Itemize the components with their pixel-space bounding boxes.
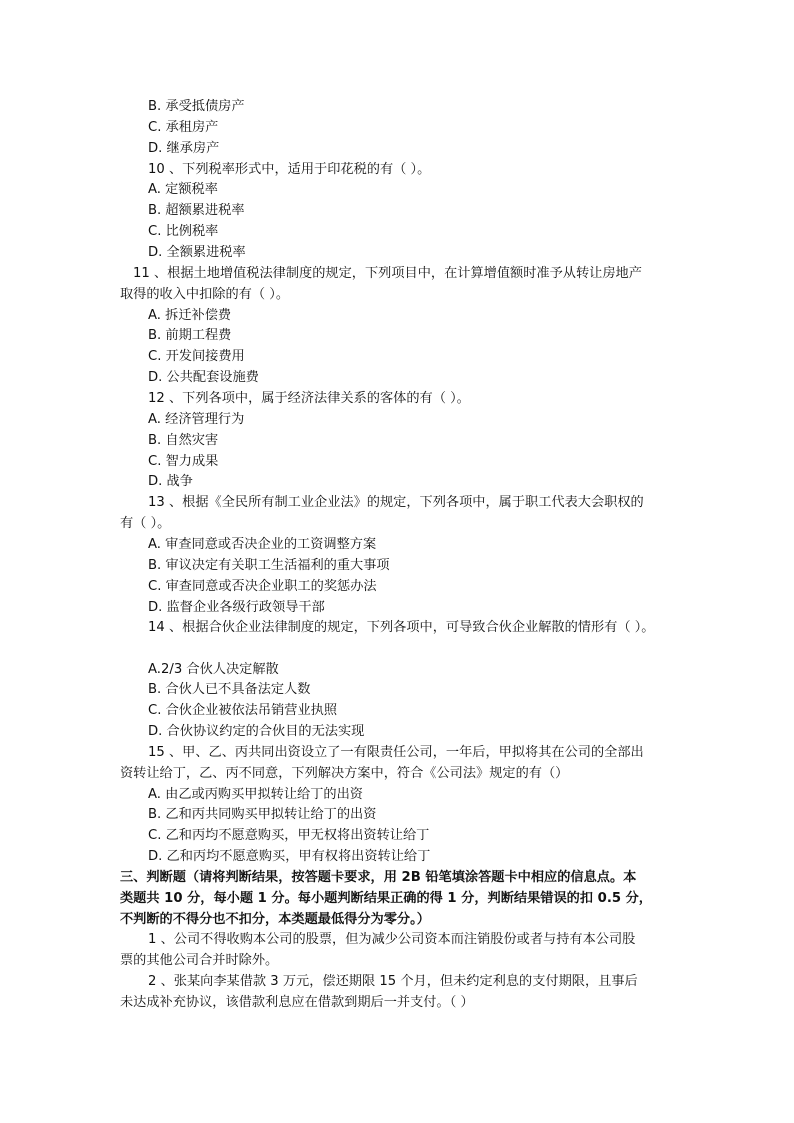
judgment-question-2-continued: 未达成补充协议，该借款利息应在借款到期后一并支付。（ ） — [120, 995, 474, 1010]
q14-option-a: A.2/3 合伙人决定解散 — [148, 662, 279, 677]
q15-option-b: B. 乙和丙共同购买甲拟转让给丁的出资 — [148, 807, 377, 822]
q9-option-d: D. 继承房产 — [148, 141, 220, 156]
q14-option-d: D. 合伙协议约定的合伙目的无法实现 — [148, 724, 365, 739]
q13-option-c: C. 审查同意或否决企业职工的奖惩办法 — [148, 579, 377, 594]
q13-option-b: B. 审议决定有关职工生活福利的重大事项 — [148, 558, 390, 573]
question-14: 14 、根据合伙企业法律制度的规定，下列各项中，可导致合伙企业解散的情形有（ ）。 — [148, 620, 655, 635]
q14-option-c: C. 合伙企业被依法吊销营业执照 — [148, 703, 338, 718]
section-3-instructions-line-2: 类题共 10 分，每小题 1 分。每小题判断结果正确的得 1 分，判断结果错误的扣 0.5 分， — [120, 891, 652, 906]
q15-option-a: A. 由乙或丙购买甲拟转让给丁的出资 — [148, 787, 363, 802]
section-3-heading: 三、判断题（请将判断结果，按答题卡要求，用 2B 铅笔填涂答题卡中相应的信息点。本 — [120, 870, 637, 885]
judgment-question-2: 2 、张某向李某借款 3 万元，偿还期限 15 个月，但未约定利息的支付期限，且事后 — [148, 974, 638, 989]
question-12: 12 、下列各项中，属于经济法律关系的客体的有（ ）。 — [148, 391, 470, 406]
q10-option-b: B. 超额累进税率 — [148, 203, 245, 218]
q15-option-d: D. 乙和丙均不愿意购买，甲有权将出资转让给丁 — [148, 849, 431, 864]
q12-option-c: C. 智力成果 — [148, 454, 219, 469]
q11-option-d: D. 公共配套设施费 — [148, 370, 259, 385]
q10-option-c: C. 比例税率 — [148, 224, 219, 239]
q12-option-d: D. 战争 — [148, 474, 193, 489]
question-13-continued: 有（ ）。 — [120, 516, 171, 531]
q12-option-a: A. 经济管理行为 — [148, 412, 245, 427]
question-10: 10 、下列税率形式中，适用于印花税的有（ ）。 — [148, 162, 431, 177]
question-11-continued: 取得的收入中扣除的有（ ）。 — [120, 287, 290, 302]
q10-option-d: D. 全额累进税率 — [148, 245, 246, 260]
q11-option-c: C. 开发间接费用 — [148, 349, 245, 364]
q12-option-b: B. 自然灾害 — [148, 433, 219, 448]
judgment-question-1-continued: 票的其他公司合并时除外。 — [120, 953, 279, 968]
q9-option-b: B. 承受抵债房产 — [148, 99, 245, 114]
q15-option-c: C. 乙和丙均不愿意购买，甲无权将出资转让给丁 — [148, 828, 430, 843]
q14-option-b: B. 合伙人已不具备法定人数 — [148, 682, 311, 697]
question-15: 15 、甲、乙、丙共同出资设立了一有限责任公司，一年后，甲拟将其在公司的全部出 — [148, 745, 644, 760]
q10-option-a: A. 定额税率 — [148, 182, 218, 197]
q9-option-c: C. 承租房产 — [148, 120, 219, 135]
question-13: 13 、根据《全民所有制工业企业法》的规定，下列各项中，属于职工代表大会职权的 — [148, 495, 644, 510]
judgment-question-1: 1 、公司不得收购本公司的股票，但为减少公司资本而注销股份或者与持有本公司股 — [148, 932, 636, 947]
q13-option-d: D. 监督企业各级行政领导干部 — [148, 600, 325, 615]
q11-option-a: A. 拆迁补偿费 — [148, 308, 232, 323]
q11-option-b: B. 前期工程费 — [148, 328, 232, 343]
q13-option-a: A. 审查同意或否决企业的工资调整方案 — [148, 537, 377, 552]
section-3-instructions-line-3: 不判断的不得分也不扣分，本类题最低得分为零分。） — [120, 912, 430, 927]
question-11: 11 、根据土地增值税法律制度的规定，下列项目中，在计算增值额时准予从转让房地产 — [133, 266, 642, 281]
question-15-continued: 资转让给丁，乙、丙不同意，下列解决方案中，符合《公司法》规定的有（） — [120, 766, 569, 781]
